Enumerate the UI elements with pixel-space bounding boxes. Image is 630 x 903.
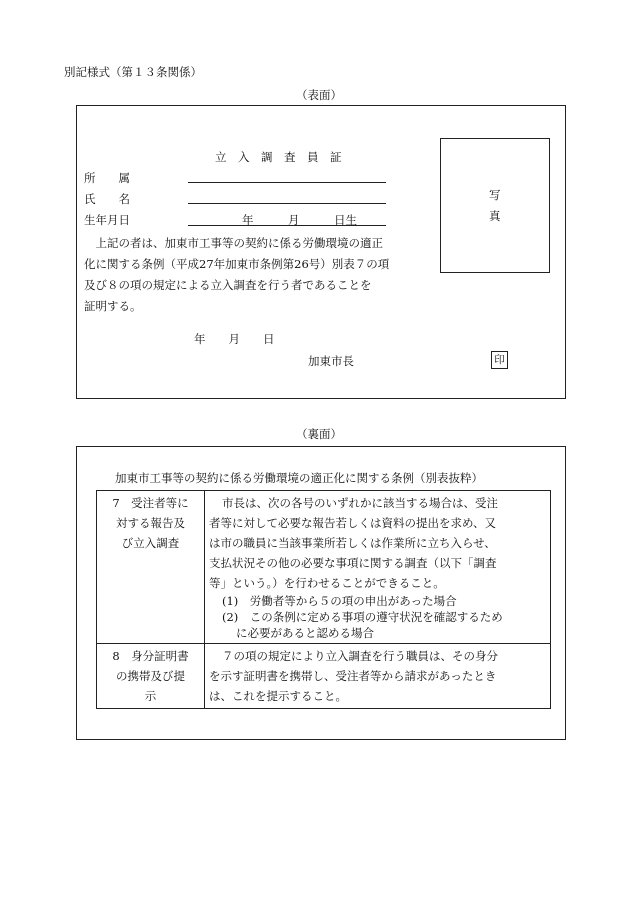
photo-label-1: 写	[489, 188, 501, 202]
field-affiliation-label: 所 属	[84, 171, 130, 185]
front-body-line: 上記の者は、加東市工事等の契約に係る労働環境の適正	[95, 236, 383, 250]
issuer: 加東市長	[308, 354, 354, 368]
field-birth-label: 生年月日	[84, 213, 130, 227]
provision-item: (1) 労働者等から５の項の申出があった場合	[222, 594, 457, 608]
provision-item: (2) この条例に定める事項の遵守状況を確認するため	[222, 610, 503, 624]
provision-text-line: 者等に対して必要な報告若しくは資料の提出を求め、又	[209, 516, 497, 530]
provision-name-cell	[97, 491, 205, 644]
front-body-line: 化に関する条例（平成27年加東市条例第26号）別表７の項	[84, 257, 390, 271]
provisions-table	[96, 490, 551, 709]
photo-label-2: 真	[489, 209, 501, 223]
provision-name-line: 示	[144, 689, 157, 703]
provision-text-line: ７の項の規定により立入調査を行う職員は、その身分	[222, 649, 498, 663]
back-heading: （裏面）	[296, 427, 342, 441]
photo-box	[440, 138, 550, 273]
provision-text-line: 支払状況その他の必要な事項に関する調査（以下「調査	[209, 556, 497, 570]
table-row	[97, 491, 551, 644]
provision-text-cell	[205, 491, 551, 644]
provision-text-line: は、これを提示すること。	[209, 689, 347, 703]
provision-name-line: 8 身分証明書	[112, 649, 189, 663]
provision-name-line: の携帯及び提	[116, 669, 185, 683]
table-row	[97, 644, 551, 709]
card-title: 立 入 調 査 員 証	[215, 150, 342, 164]
front-body-line: 及び８の項の規定による立入調査を行う者であることを	[84, 278, 372, 292]
field-birth-fill: 年 月 日生	[242, 213, 357, 227]
provision-name-cell	[97, 644, 205, 709]
provision-text-line: 等」という。）を行わせることができること。	[209, 576, 445, 590]
issue-date: 年 月 日	[194, 332, 275, 346]
front-heading: （表面）	[296, 88, 342, 102]
form-label: 別記様式（第１３条関係）	[64, 65, 202, 79]
provision-name-line: び立入調査	[121, 536, 180, 550]
provision-name-line: 7 受注者等に	[112, 496, 189, 510]
front-body-line: 証明する。	[84, 299, 142, 313]
field-affiliation-line	[188, 182, 386, 183]
field-name-line	[188, 203, 386, 204]
field-name-label: 氏 名	[84, 192, 130, 206]
provision-text-cell	[205, 644, 551, 709]
provision-text-line: を示す証明書を携帯し、受注者等から請求があったとき	[209, 669, 497, 683]
provision-name-line: 対する報告及	[116, 516, 185, 530]
table-title: 加東市工事等の契約に係る労働環境の適正化に関する条例（別表抜粋）	[115, 471, 483, 485]
field-birth-line	[188, 225, 386, 226]
provision-item-cont: に必要があると認める場合	[236, 626, 374, 640]
provision-text-line: は市の職員に当該事業所若しくは作業所に立ち入らせ、	[209, 536, 496, 550]
seal-mark: 印	[491, 351, 508, 369]
provision-text-line: 市長は、次の各号のいずれかに該当する場合は、受注	[222, 496, 498, 510]
